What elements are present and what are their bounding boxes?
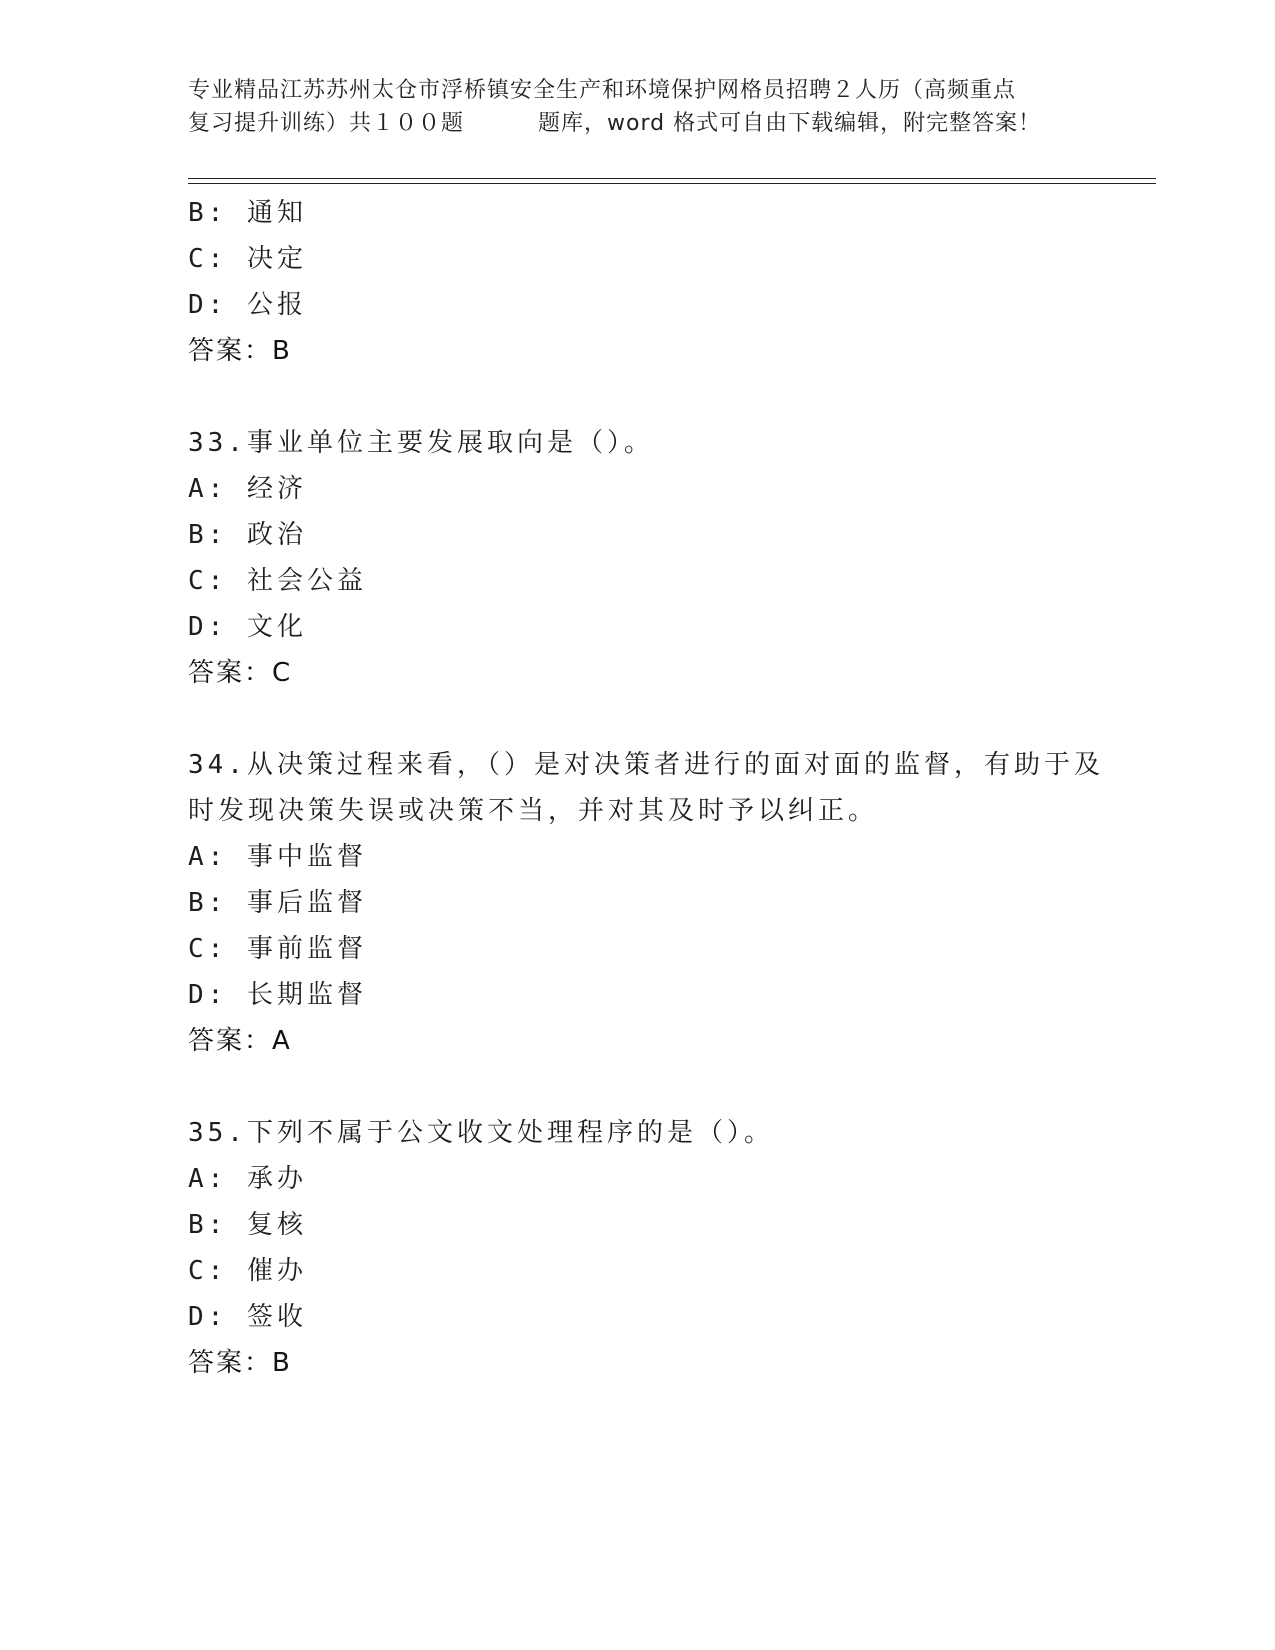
- answer-label: 答案：B: [188, 336, 292, 366]
- option-a: A: 承办: [188, 1164, 307, 1194]
- header-divider-bottom: [188, 183, 1156, 184]
- header-title-line-1: 专业精品江苏苏州太仓市浮桥镇安全生产和环境保护网格员招聘２人历（高频重点: [188, 78, 1017, 103]
- question-stem-line-1: 34.从决策过程来看，（）是对决策者进行的面对面的监督，有助于及: [188, 750, 1104, 780]
- option-b: B: 复核: [188, 1210, 307, 1240]
- option-c: C: 决定: [188, 244, 307, 274]
- option-a: A: 事中监督: [188, 842, 367, 872]
- option-c: C: 事前监督: [188, 934, 367, 964]
- answer-label: 答案：C: [188, 658, 293, 688]
- header-divider-top: [188, 178, 1156, 179]
- option-a: A: 经济: [188, 474, 307, 504]
- page-header: [188, 74, 1088, 140]
- option-c: C: 催办: [188, 1256, 307, 1286]
- header-title-line-2: [188, 107, 1088, 140]
- question-block-35: [188, 1110, 1088, 1386]
- question-stem: 35.下列不属于公文收文处理程序的是（）。: [188, 1118, 774, 1148]
- question-stem: 33.事业单位主要发展取向是（）。: [188, 428, 654, 458]
- question-list: [188, 190, 1104, 1386]
- option-d: D: 文化: [188, 612, 307, 642]
- question-block-34: [188, 742, 1104, 1064]
- question-block-32: [188, 190, 1088, 374]
- question-stem-line-2: 时发现决策失误或决策不当，并对其及时予以纠正。: [188, 796, 879, 826]
- option-c: C: 社会公益: [188, 566, 367, 596]
- option-b: B: 通知: [188, 198, 307, 228]
- question-block-33: [188, 420, 1088, 696]
- header-title-line-2b: 题库，word 格式可自由下载编辑，附完整答案！: [538, 111, 1042, 136]
- option-d: D: 签收: [188, 1302, 307, 1332]
- option-d: D: 长期监督: [188, 980, 367, 1010]
- option-d: D: 公报: [188, 290, 307, 320]
- answer-label: 答案：A: [188, 1026, 292, 1056]
- answer-label: 答案：B: [188, 1348, 292, 1378]
- option-b: B: 政治: [188, 520, 307, 550]
- option-b: B: 事后监督: [188, 888, 367, 918]
- header-title-line-2a: 复习提升训练）共１００题: [188, 111, 465, 136]
